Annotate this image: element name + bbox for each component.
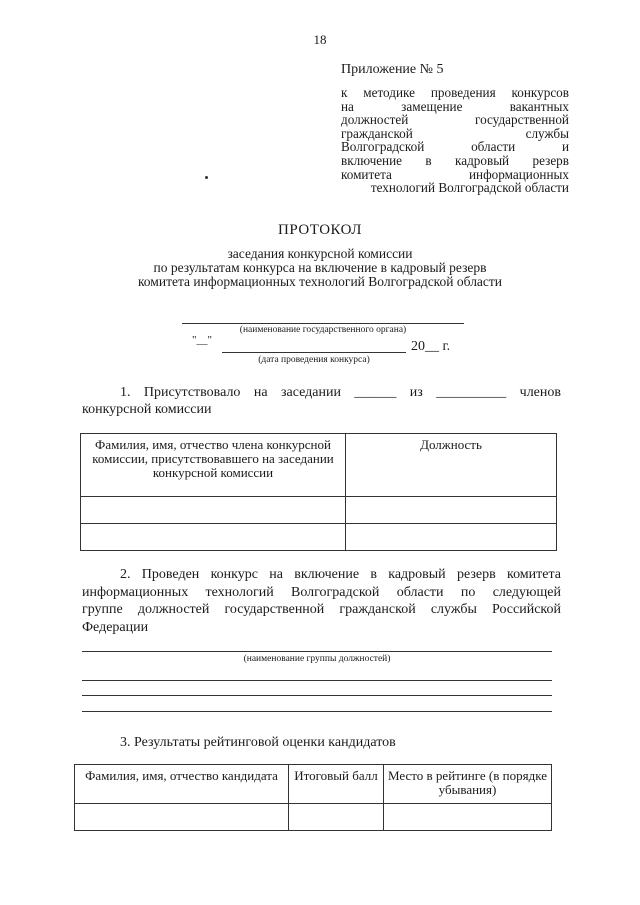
section2-line: 2. Проведен конкурс на включение в кадровый резерв комитета [120,567,561,582]
annex-line: к методике проведения конкурсов [341,85,569,100]
subtitle-line: комитета информационных технологий Волгоградской области [137,274,503,289]
date-caption: (дата проведения конкурса) [258,355,370,365]
org-name-caption: (наименование государственного органа) [239,325,407,335]
attendees-table [80,433,557,551]
section2-line: Федерации [82,619,149,635]
annex-line: включение в кадровый резерв [341,152,569,168]
page-number: 18 [313,32,327,47]
position-group-caption: (наименование группы должностей) [243,654,391,664]
document-subtitle [0,247,640,289]
section1-line2: конкурсной комиссии [82,402,212,417]
date-year: 20__ г. [411,339,451,354]
table-row [81,524,557,551]
blank-line[interactable] [82,695,552,696]
table-cell[interactable] [346,497,557,524]
header-candidate-name: Фамилия, имя, отчество кандидата [75,765,289,804]
document-title: ПРОТОКОЛ [278,222,362,238]
annex-line: на замещение вакантных [341,98,569,114]
date-line[interactable] [222,352,406,353]
org-name-line[interactable] [182,323,464,324]
position-group-line[interactable] [82,651,552,652]
table-cell[interactable] [384,804,552,831]
stray-mark [205,176,208,179]
header-total-score: Итоговый балл [289,765,384,804]
table-cell[interactable] [81,497,346,524]
annex-line: технологий Волгоградской области [370,180,569,196]
section2-line: информационных технологий Волгоградской области по следующей [82,584,561,600]
header-member-name: Фамилия, имя, отчество члена конкурсной комиссии, присутствовавшего на заседании конкурсной комиссии [81,434,346,497]
subtitle-line: по результатам конкурса на включение в кадровый резерв [153,260,487,275]
table-cell[interactable] [75,804,289,831]
blank-line[interactable] [82,711,552,712]
table-header-row [75,765,552,804]
annex-line: комитета информационных [341,166,569,182]
section2-line: группе должностей государственной гражданской службы Российской [82,602,561,617]
table-cell[interactable] [81,524,346,551]
header-position: Должность [346,434,557,497]
annex-line: должностей государственной [341,112,569,128]
table-cell[interactable] [289,804,384,831]
blank-line[interactable] [82,680,552,681]
table-cell[interactable] [346,524,557,551]
table-header-row [81,434,557,497]
table-row [81,497,557,524]
annex-line: гражданской службы [341,125,569,141]
section3-title: 3. Результаты рейтинговой оценки кандидатов [120,735,396,750]
annex-title: Приложение № 5 [341,62,444,77]
rating-table [74,764,552,831]
annex-line: Волгоградской области и [341,139,569,155]
table-row [75,804,552,831]
annex-description [341,86,569,195]
date-quotes: "__" [192,334,212,346]
section1-line1: 1. Присутствовало на заседании ______ из __________ членов [120,385,561,400]
section2-text [82,566,561,636]
header-rating-place: Место в рейтинге (в порядке убывания) [384,765,552,804]
subtitle-line: заседания конкурсной комиссии [227,246,413,261]
